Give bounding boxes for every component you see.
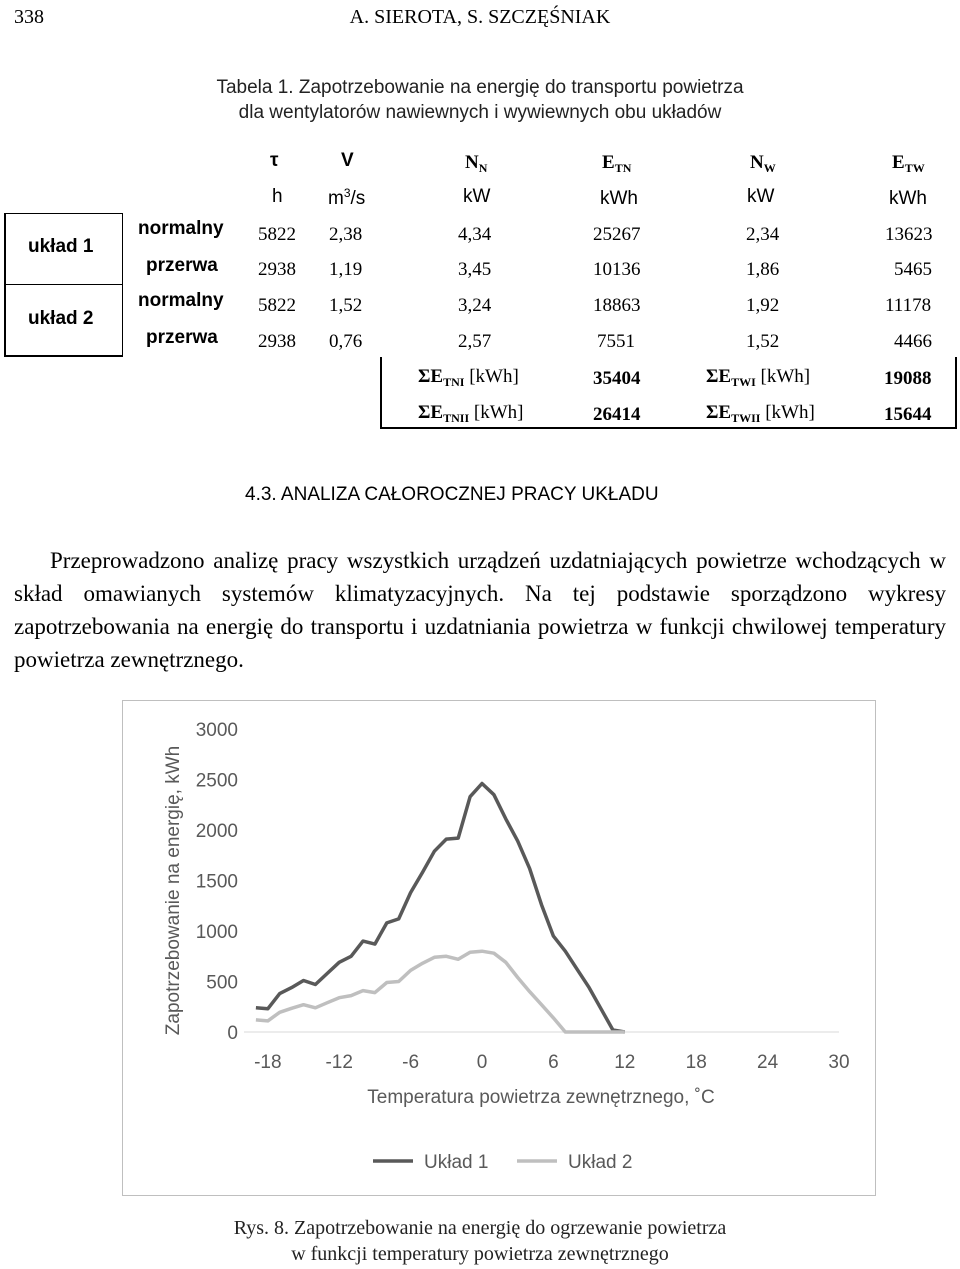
- energy-table: [0, 0, 960, 440]
- cell-v: 1,19: [329, 259, 363, 280]
- cell-etw: 13623: [885, 224, 933, 245]
- x-tick-label: 18: [685, 1052, 707, 1073]
- table-border-top-left: [4, 213, 123, 214]
- cell-nn: 3,45: [458, 259, 492, 280]
- row-mode: przerwa: [146, 327, 218, 348]
- col-header-nn: $N_N$: [465, 152, 488, 175]
- x-tick-label: 30: [828, 1052, 850, 1073]
- table-divider-group-mode: [122, 213, 123, 357]
- y-tick-label: 500: [206, 972, 238, 994]
- cell-tau: 2938: [258, 331, 296, 352]
- running-header-authors: A. SIEROTA, S. SZCZĘŚNIAK: [349, 6, 611, 28]
- table-border-bottom-left: [4, 355, 123, 357]
- series-line-1: [256, 784, 625, 1033]
- group-label-1: układ 1: [28, 236, 94, 257]
- col-header-etw: $E_{TW}$: [892, 152, 925, 175]
- x-tick-label: 24: [757, 1052, 779, 1073]
- figure-caption-line1: Rys. 8. Zapotrzebowanie na energię do ogrzewanie powietrza: [233, 1217, 727, 1239]
- sum-etw-label: $\Sigma E_{TWI}$ [kWh]: [706, 366, 811, 389]
- sum-etw-value: 19088: [884, 368, 932, 389]
- unit-etn: kWh: [600, 188, 638, 209]
- cell-v: 2,38: [329, 224, 363, 245]
- unit-tau: h: [272, 186, 283, 207]
- cell-etn: 7551: [597, 331, 635, 352]
- cell-nn: 4,34: [458, 224, 492, 245]
- figure-caption-line2: w funkcji temperatury powietrza zewnętrznego: [291, 1243, 669, 1265]
- sum-border-bottom: [380, 427, 957, 429]
- sum-etn-label: $\Sigma E_{TNII}$ [kWh]: [418, 402, 524, 425]
- sum-border-left: [380, 357, 382, 429]
- row-mode: normalny: [138, 290, 224, 311]
- sum-etn-label: $\Sigma E_{TNI}$ [kWh]: [418, 366, 519, 389]
- cell-etn: 18863: [593, 295, 641, 316]
- x-tick-label: 12: [614, 1052, 636, 1073]
- y-tick-label: 3000: [195, 720, 238, 741]
- row-mode: przerwa: [146, 255, 218, 276]
- cell-nn: 3,24: [458, 295, 492, 316]
- cell-nw: 1,52: [746, 331, 780, 352]
- col-header-nw: $N_W$: [750, 152, 776, 175]
- col-header-v: V: [341, 150, 354, 171]
- x-axis-label: Temperatura powietrza zewnętrznego, ˚C: [367, 1087, 715, 1108]
- sum-etw-value: 15644: [884, 404, 932, 425]
- y-tick-label: 2500: [195, 770, 238, 792]
- cell-tau: 2938: [258, 259, 296, 280]
- group-label-2: układ 2: [28, 308, 94, 329]
- cell-etw: 5465: [894, 259, 932, 280]
- energy-chart: [123, 701, 875, 1195]
- cell-nw: 1,86: [746, 259, 780, 280]
- x-tick-label: 6: [548, 1052, 559, 1073]
- cell-nn: 2,57: [458, 331, 492, 352]
- cell-etn: 10136: [593, 259, 641, 280]
- legend-label-1: Układ 1: [424, 1152, 489, 1173]
- cell-tau: 5822: [258, 224, 296, 245]
- table-caption-line1: Tabela 1. Zapotrzebowanie na energię do transportu powietrza: [216, 77, 744, 98]
- x-tick-label: -18: [254, 1052, 282, 1073]
- col-header-tau: τ: [270, 150, 279, 171]
- row-mode: normalny: [138, 218, 224, 239]
- cell-tau: 5822: [258, 295, 296, 316]
- table-divider-groups: [4, 284, 123, 285]
- chart-frame: [122, 700, 876, 1196]
- table-border-left: [4, 213, 6, 357]
- x-tick-label: -12: [325, 1052, 353, 1073]
- y-axis-label: Zapotrzebowanie na energię, kWh: [163, 745, 184, 1036]
- x-tick-label: 0: [476, 1052, 488, 1073]
- figure-caption: [0, 1215, 960, 1267]
- page-number: 338: [14, 6, 44, 28]
- y-tick-label: 1500: [195, 871, 238, 893]
- table-caption-line2: dla wentylatorów nawiewnych i wywiewnych obu układów: [238, 102, 722, 123]
- series-line-2: [256, 951, 625, 1032]
- x-tick-label: -6: [402, 1052, 420, 1073]
- col-header-etn: $E_{TN}$: [602, 152, 632, 175]
- sum-etn-value: 26414: [593, 404, 641, 425]
- cell-v: 1,52: [329, 295, 363, 316]
- sum-etw-label: $\Sigma E_{TWII}$ [kWh]: [706, 402, 815, 425]
- unit-etw: kWh: [889, 188, 927, 209]
- y-tick-label: 0: [227, 1023, 238, 1044]
- legend-label-2: Układ 2: [568, 1152, 633, 1173]
- cell-etn: 25267: [593, 224, 641, 245]
- sum-border-right: [955, 357, 957, 429]
- unit-nn: kW: [463, 186, 491, 207]
- y-tick-label: 1000: [195, 922, 238, 943]
- paragraph-text: Przeprowadzono analizę pracy wszystkich urządzeń uzdatniających powietrze wchodzących w skład omawianych systemów klimatyzacyjnych. Na tej podstawie sporządzono wykresy zapotrzebowania na energię do transportu i uzdatniania powietrza w funkcji chwilowej temperatury powietrza zewnętrznego.: [14, 548, 946, 672]
- cell-nw: 2,34: [746, 224, 780, 245]
- cell-etw: 4466: [894, 331, 932, 352]
- y-tick-label: 2000: [195, 821, 238, 842]
- unit-nw: kW: [747, 186, 775, 207]
- cell-etw: 11178: [885, 295, 932, 316]
- sum-etn-value: 35404: [593, 368, 641, 389]
- cell-v: 0,76: [329, 331, 363, 352]
- cell-nw: 1,92: [746, 295, 780, 316]
- section-title: 4.3. ANALIZA CAŁOROCZNEJ PRACY UKŁADU: [245, 484, 659, 505]
- body-paragraph: [14, 544, 946, 676]
- unit-v: $m^3/s$: [328, 186, 366, 209]
